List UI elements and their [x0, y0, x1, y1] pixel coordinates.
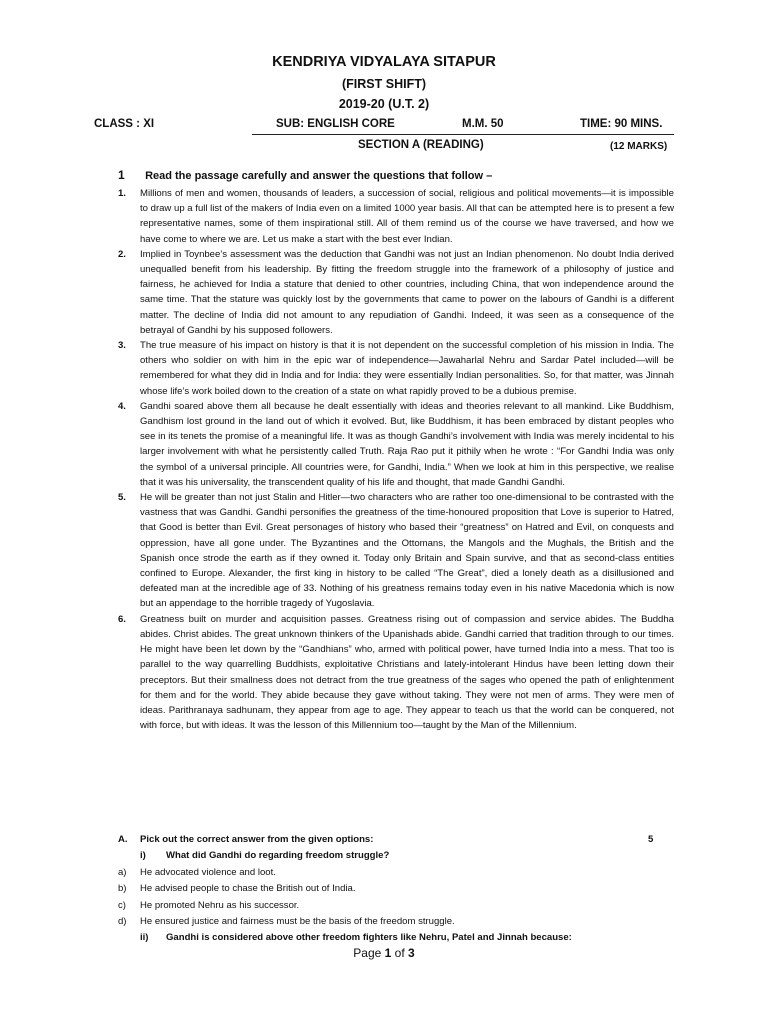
header-divider — [252, 134, 674, 135]
reading-passage — [118, 186, 674, 733]
passage-paragraph — [118, 247, 674, 338]
exam-info-line — [94, 118, 674, 134]
time-label: TIME: 90 MINS. — [580, 118, 663, 130]
mcq-option — [118, 865, 674, 881]
question-heading — [118, 168, 492, 182]
of-word: of — [394, 946, 405, 960]
paragraph-text: Greatness built on murder and acquisition passes. Greatness rising out of compassion and service abides. The Buddha abides. Christ abides. The great unknown thinkers of the Upanishads abide. Gandhi carried that tradition through to our times. He might have been let down by the “Gandhians” who, armed with political power, have turned India into a mess. That too is parallel to the way quarrelling Buddhists, exploitative Christians and lately-intolerant Hindus have been letting down their preceptors. But their smallness does not detract from the true greatness of the sages who opened the path of enlightenment for them and for the world. They abide because they gave without taking. They were not men of arms. They were men of ideas. Parithranaya sadhunam, they appear from age to age. They appear to teach us that the world can be conquered, not with force, but with ideas. It was the lesson of this Millennium too—taught by the Man of the Millennium. — [140, 613, 674, 732]
mcq-option — [118, 898, 674, 914]
option-text: He ensured justice and fairness must be the basis of the freedom struggle. — [140, 915, 455, 927]
part-a-label: A. — [118, 834, 128, 845]
class-label: CLASS : XI — [94, 118, 155, 130]
mcq-question — [118, 930, 674, 946]
mcq-question-text: What did Gandhi do regarding freedom struggle? — [166, 850, 390, 862]
passage-paragraph — [118, 338, 674, 399]
question-number: 1 — [118, 168, 125, 182]
option-text: He promoted Nehru as his successor. — [140, 899, 300, 911]
mcq-option — [118, 914, 674, 930]
paragraph-number: 4. — [118, 400, 126, 412]
section-marks: (12 MARKS) — [610, 141, 668, 152]
mcq-option — [118, 881, 674, 897]
mcq-question-text: Gandhi is considered above other freedom fighters like Nehru, Patel and Jinnah because: — [166, 932, 572, 944]
paragraph-text: Implied in Toynbee’s assessment was the deduction that Gandhi was not just an Indian phenomenon. No doubt India derived unequalled benefit from his leadership. By fitting the freedom struggle into the framework of a philosophy of justice and fairness, he achieved for India a stature that denied to other countries, including China, that won independence around the same time. That the stature was quickly lost by the governments that came to power on the labours of Gandhi is a different matter. The decline of India did not amount to any repudiation of Gandhi. Indeed, it was seen as a consequence of the betrayal of Gandhi by his supposed followers. — [140, 248, 674, 336]
paragraph-text: Millions of men and women, thousands of leaders, a succession of social, religious and political movements—it is impossible to draw up a full list of the makers of India even on a limited 1000 year basis. All that can be attempted here is to present a few representative names, some of them inspirational still. All of them remind us of the course we have traversed, and how we have come to where we are. Let us make a start with the best ever Indian. — [140, 188, 674, 245]
paragraph-number: 6. — [118, 613, 126, 625]
paragraph-text: Gandhi soared above them all because he dealt essentially with ideas and theories relevant to all mankind. Like Buddhism, Gandhism lost ground in the land out of which it evolved. But, like Buddhism, it has been embraced by distant peoples who see in its tenets the promise of a meaningful life. It was as though Gandhi’s involvement with India was merely incidental to his larger involvement with what he persistently called Truth. Raja Rao put it pithily when he wrote : “For Gandhi India was only the symbol of a universal principle. All countries were, for Gandhi, India.” When we look at him in this perspective, we realise that it was his universality, the transcendent quality of his life and thought, that made Gandhi Gandhi. — [140, 400, 674, 488]
part-a-instruction: Pick out the correct answer from the given options: — [140, 834, 374, 845]
paragraph-number: 5. — [118, 492, 126, 504]
paragraph-text: He will be greater than not just Stalin and Hitler—two characters who are rather too one-dimensional to be contrasted with the vastness that was Gandhi. Gandhi personifies the greatness of the time-honoured proposition that Love is superior to Hatred, that Good is better than Evil. Great personages of history who based their “greatness” on Hatred and Evil, on conquests and oppression, have all gone under. The Byzantines and the Ottomans, the Mangols and the Mughals, the British and the Spanish once strode the earth as if they owned it. Today only Britain and Spain survive, and that as second-class entities confined to Europe. Alexander, the first king in history to be called “The Great”, died a lonely death as a disillusioned and defeated man at the incredible age of 33. Nothing of his greatness remains today even in his native Macedonia which is now but an appendage to the horrible tragedy of Yugoslavia. — [140, 492, 674, 610]
option-text: He advised people to chase the British out of India. — [140, 883, 356, 895]
mcq-question — [118, 848, 674, 864]
mcq-question-label: i) — [140, 850, 146, 862]
option-text: He advocated violence and loot. — [140, 866, 276, 878]
page-word: Page — [353, 946, 382, 960]
page-footer — [0, 946, 768, 960]
paragraph-text: The true measure of his impact on history is that it is not dependent on the successful completion of his mission in India. The others who soldier on with him in the epic war of independence—Jawaharlal Nehru and Sardar Patel included—will be remembered for what they did in India and for India: they were essentially Indian personalities. So, for that matter, was Jinnah whose life’s work boiled down to the creation of a state on what rapidly proved to be a dubious premise. — [140, 340, 674, 397]
passage-paragraph — [118, 399, 674, 490]
part-a-marks: 5 — [648, 834, 654, 845]
section-title: SECTION A (READING) — [358, 139, 484, 151]
part-a-heading — [118, 832, 674, 848]
option-label: a) — [118, 866, 127, 878]
paragraph-number: 1. — [118, 188, 126, 199]
option-label: d) — [118, 915, 127, 927]
option-label: b) — [118, 883, 127, 895]
school-name: KENDRIYA VIDYALAYA SITAPUR — [272, 54, 496, 70]
paragraph-number: 2. — [118, 248, 126, 260]
question-instruction: Read the passage carefully and answer the questions that follow – — [145, 170, 493, 182]
page-number: 1 — [384, 946, 392, 960]
section-heading — [0, 139, 768, 155]
shift-label: (FIRST SHIFT) — [341, 77, 426, 91]
max-marks-label: M.M. 50 — [462, 118, 504, 130]
passage-paragraph — [118, 490, 674, 612]
session-label: 2019-20 (U.T. 2) — [338, 97, 430, 111]
subject-label: SUB: ENGLISH CORE — [276, 118, 395, 130]
paragraph-number: 3. — [118, 340, 126, 352]
option-label: c) — [118, 899, 126, 911]
part-a — [118, 832, 674, 947]
passage-paragraph — [118, 186, 674, 247]
passage-paragraph — [118, 612, 674, 734]
page-total: 3 — [408, 946, 415, 960]
mcq-question-label: ii) — [140, 932, 149, 944]
